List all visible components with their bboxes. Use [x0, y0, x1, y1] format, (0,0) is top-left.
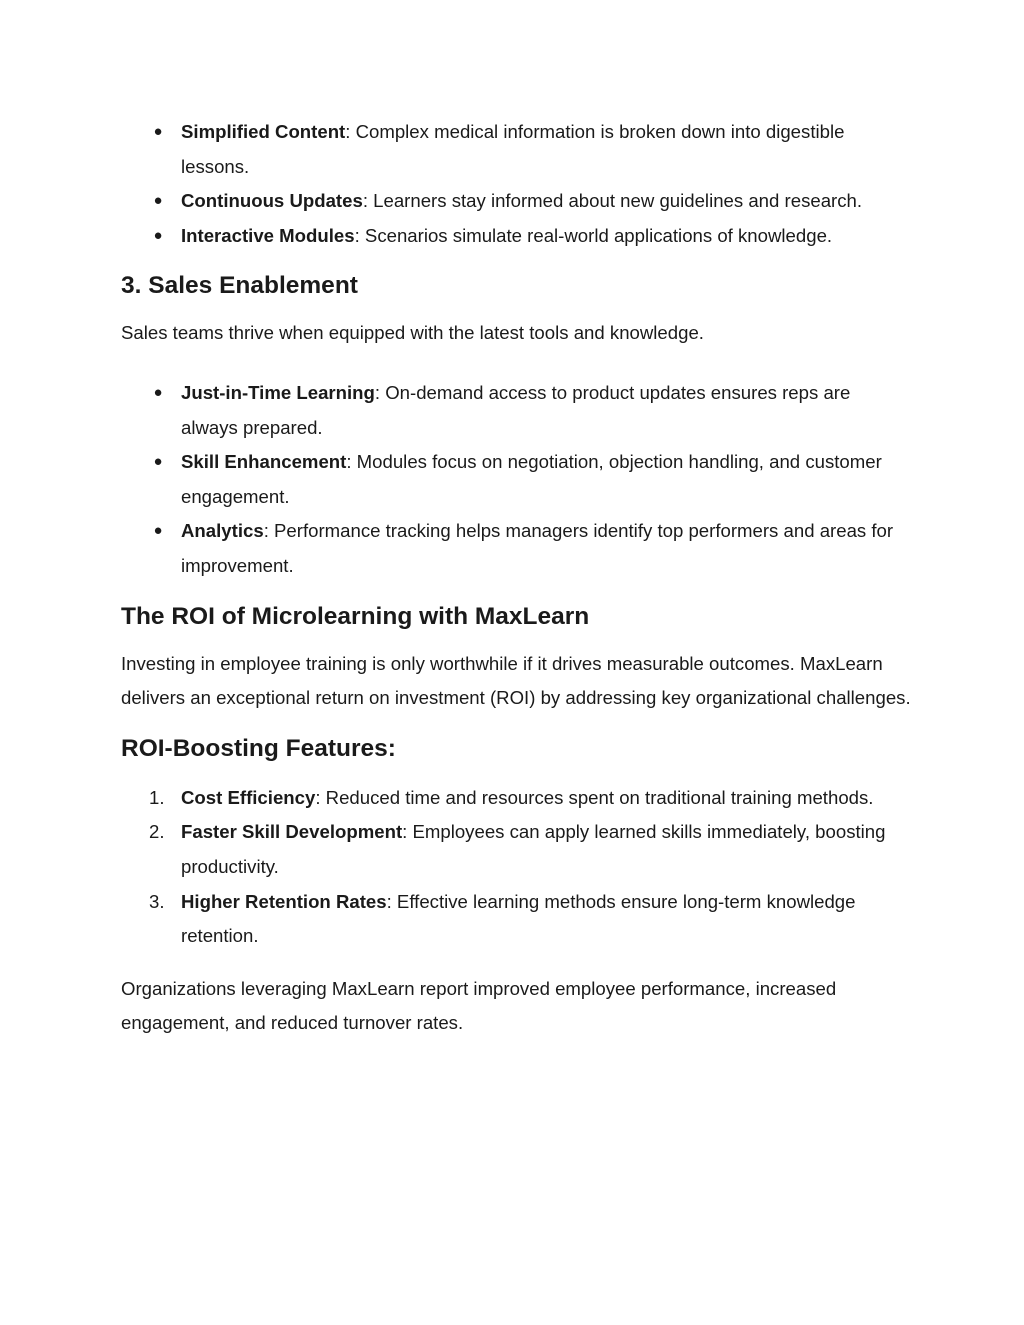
list-item-term: Simplified Content: [181, 121, 346, 142]
list-item: [121, 219, 911, 254]
closing-paragraph: Organizations leveraging MaxLearn report improved employee performance, increased engagement, and reduced turnover rates.: [121, 977, 837, 1034]
list-item-text: : Reduced time and resources spent on traditional training methods.: [315, 786, 874, 808]
list-item-term: Skill Enhancement: [181, 451, 347, 473]
list-item: [121, 815, 911, 884]
list-number: 2.: [149, 821, 165, 843]
features-numbered-list: [121, 781, 911, 954]
bullet-icon: ●: [153, 453, 163, 471]
sales-intro-paragraph: Sales teams thrive when equipped with the latest tools and knowledge.: [121, 322, 704, 344]
list-item-term: Continuous Updates: [181, 190, 363, 212]
list-item-term: Just-in-Time Learning: [181, 381, 375, 403]
list-item: [121, 781, 911, 816]
bullet-icon: ●: [153, 383, 163, 401]
list-item: [121, 445, 911, 514]
list-item-term: Faster Skill Development: [181, 821, 403, 843]
list-item-term: Interactive Modules: [181, 224, 355, 246]
list-item-term: Analytics: [181, 520, 264, 542]
bullet-icon: ●: [153, 522, 163, 540]
section-heading-roi: The ROI of Microlearning with MaxLearn: [121, 602, 590, 630]
list-item-text: : Complex medical information is broken down into digestible lessons.: [181, 121, 845, 177]
list-item: [121, 514, 911, 583]
bullet-icon: ●: [153, 192, 163, 210]
list-item-text: : Learners stay informed about new guidelines and research.: [362, 190, 863, 212]
bullet-icon: ●: [153, 226, 163, 244]
list-item-text: : Performance tracking helps managers identify top performers and areas for improvement.: [181, 520, 894, 576]
intro-bullet-list: [121, 115, 911, 253]
section-heading-features: ROI-Boosting Features:: [121, 734, 396, 762]
list-item: [121, 376, 911, 445]
list-item: [121, 184, 911, 219]
bullet-icon: ●: [153, 123, 163, 140]
roi-paragraph: Investing in employee training is only worthwhile if it drives measurable outcomes. MaxLearn delivers an exceptional return on investment (ROI) by addressing key organizational challenges.: [121, 652, 911, 709]
list-item: [121, 115, 911, 184]
document-content: [121, 115, 911, 1041]
section-heading-sales: 3. Sales Enablement: [121, 272, 358, 300]
list-item-text: : On-demand access to product updates ensures reps are always prepared.: [181, 381, 851, 438]
sales-bullet-list: [121, 376, 911, 584]
list-item-text: : Effective learning methods ensure long-term knowledge retention.: [181, 890, 856, 947]
list-number: 3.: [149, 890, 165, 912]
list-item-text: : Modules focus on negotiation, objection handling, and customer engagement.: [181, 451, 882, 507]
list-item-text: : Scenarios simulate real-world applications of knowledge.: [354, 224, 833, 246]
list-number: 1.: [149, 786, 165, 808]
list-item: [121, 885, 911, 954]
list-item-term: Cost Efficiency: [181, 786, 316, 808]
list-item-text: : Employees can apply learned skills immediately, boosting productivity.: [181, 821, 886, 877]
list-item-term: Higher Retention Rates: [181, 890, 387, 912]
